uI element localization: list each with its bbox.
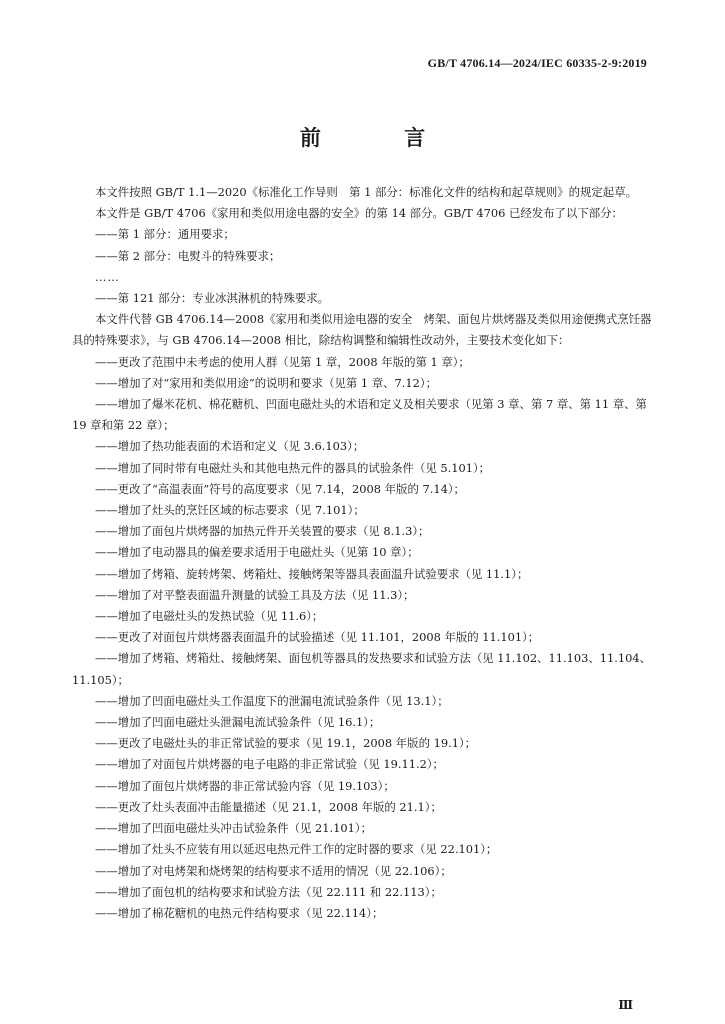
change-item: ——增加了烤箱、烤箱灶、接触烤架、面包机等器具的发热要求和试验方法（见 11.102、11.103、11.104、11.105）； <box>72 651 652 687</box>
change-item: ——增加了凹面电磁灶头工作温度下的泄漏电流试验条件（见 13.1）； <box>95 693 449 708</box>
change-item: ——增加了热功能表面的术语和定义（见 3.6.103）； <box>95 439 365 454</box>
change-item: ——增加了凹面电磁灶头冲击试验条件（见 21.101）； <box>95 821 372 836</box>
change-item: ——增加了同时带有电磁灶头和其他电热元件的器具的试验条件（见 5.101）； <box>95 460 491 475</box>
change-item: ——增加了面包机的结构要求和试验方法（见 22.111 和 22.113）； <box>95 884 442 899</box>
change-item: ——增加了对平整表面温升测量的试验工具及方法（见 11.3）； <box>95 587 415 602</box>
changes-list <box>72 352 656 924</box>
change-item: ——更改了对面包片烘烤器表面温升的试验描述（见 11.101，2008 年版的 11.101）； <box>95 630 540 645</box>
list-item: ——第 1 部分：通用要求； <box>95 227 235 242</box>
change-item: ——更改了灶头表面冲击能量描述（见 21.1，2008 年版的 21.1）； <box>95 799 442 814</box>
document-body <box>72 182 656 924</box>
change-item: ——增加了灶头的烹饪区域的标志要求（见 7.101）； <box>95 503 365 518</box>
change-item: ——增加了凹面电磁灶头泄漏电流试验条件（见 16.1）； <box>95 715 381 730</box>
intro-paragraph-3: 本文件代替 GB 4706.14—2008《家用和类似用途电器的安全 烤架、面包片烘烤器及类似用途便携式烹饪器具的特殊要求》，与 GB 4706.14—2008 相比，除结构调整和编辑性改动外，主要技术变化如下： <box>72 312 652 348</box>
change-item: ——增加了对面包片烘烤器的电子电路的非正常试验（见 19.11.2）； <box>95 757 444 772</box>
change-item: ——增加了对电烤架和烧烤架的结构要求不适用的情况（见 22.106）； <box>95 863 452 878</box>
change-item: ——增加了电动器具的偏差要求适用于电磁灶头（见第 10 章）； <box>95 545 419 560</box>
change-item: ——增加了棉花糖机的电热元件结构要求（见 22.114）； <box>95 905 384 920</box>
change-item: ——增加了烤箱、旋转烤架、烤箱灶、接触烤架等器具表面温升试验要求（见 11.1）； <box>95 566 529 581</box>
list-item: ——第 121 部分：专业冰淇淋机的特殊要求。 <box>95 291 330 306</box>
list-item: ——第 2 部分：电熨斗的特殊要求； <box>95 248 281 263</box>
change-item: ——增加了爆米花机、棉花糖机、凹面电磁灶头的术语和定义及相关要求（见第 3 章、第 7 章、第 11 章、第 19 章和第 22 章）； <box>72 397 647 433</box>
standard-number: GB/T 4706.14—2024/IEC 60335-2-9:2019 <box>427 56 647 70</box>
change-item: ——增加了面包片烘烤器的加热元件开关装置的要求（见 8.1.3）； <box>95 524 430 539</box>
change-item: ——增加了电磁灶头的发热试验（见 11.6）； <box>95 609 324 624</box>
change-item: ——更改了电磁灶头的非正常试验的要求（见 19.1，2008 年版的 19.1）； <box>95 736 477 751</box>
change-item: ——更改了“高温表面”符号的高度要求（见 7.14，2008 年版的 7.14）； <box>95 481 465 496</box>
intro-paragraph-2: 本文件是 GB/T 4706《家用和类似用途电器的安全》的第 14 部分。GB/T 4706 已经发布了以下部分： <box>95 206 623 221</box>
change-item: ——增加了灶头不应装有用以延迟电热元件工作的定时器的要求（见 22.101）； <box>95 842 498 857</box>
page-title: 前 言 <box>299 125 464 150</box>
intro-paragraph-1: 本文件按照 GB/T 1.1—2020《标准化工作导则 第 1 部分：标准化文件的结构和起草规则》的规定起草。 <box>95 185 637 199</box>
change-item: ——更改了范围中未考虑的使用人群（见第 1 章，2008 年版的第 1 章）； <box>95 354 470 369</box>
change-item: ——增加了对“家用和类似用途”的说明和要求（见第 1 章、7.12）； <box>95 375 437 390</box>
change-item: ——增加了面包片烘烤器的非正常试验内容（见 19.103）； <box>95 778 395 793</box>
page-number: Ⅲ <box>618 998 633 1012</box>
ellipsis: …… <box>95 269 120 284</box>
